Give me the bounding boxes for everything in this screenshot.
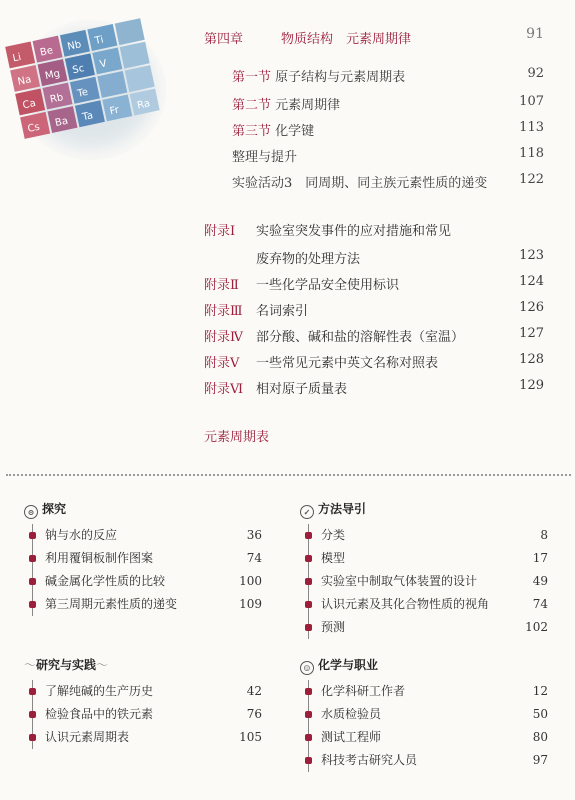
toc-appendix-entry[interactable] [204, 248, 544, 268]
svg-text:Ti: Ti [93, 34, 105, 47]
svg-text:Sc: Sc [71, 63, 86, 77]
page-number: 12 [532, 684, 548, 698]
svg-text:Li: Li [11, 51, 23, 65]
appendix-number: 附录Ⅳ [204, 330, 243, 345]
svg-text:Nb: Nb [66, 39, 83, 53]
page-number: 126 [519, 300, 544, 315]
career-panel-heading [300, 656, 378, 674]
toc-appendix-entry[interactable] [204, 326, 544, 346]
research-panel [24, 656, 262, 756]
explore-panel-heading [24, 500, 66, 518]
item-title: 认识元素及其化合物性质的视角 [321, 597, 490, 611]
toc-appendix-entry[interactable] [204, 378, 544, 398]
appendix-title: 废弃物的处理方法 [256, 252, 361, 267]
item-title: 科技考古研究人员 [321, 753, 418, 767]
method-panel-title: 方法导引 [318, 502, 367, 516]
section-title: 整理与提升 [232, 150, 298, 165]
appendix-title: 相对原子质量表 [256, 382, 348, 397]
page-number: 36 [246, 528, 262, 542]
list-item[interactable] [33, 570, 262, 593]
people-icon: ☺ [300, 661, 314, 675]
page-number: 97 [532, 753, 548, 767]
list-item[interactable] [33, 547, 262, 570]
section-title: 元素周期律 [275, 98, 341, 113]
list-item[interactable] [309, 524, 548, 547]
periodic-table-image [11, 20, 166, 160]
research-list [32, 680, 262, 749]
list-item[interactable] [309, 703, 548, 726]
item-title: 分类 [321, 528, 346, 542]
list-item[interactable] [33, 680, 262, 703]
svg-text:Rb: Rb [49, 92, 65, 106]
career-list [308, 680, 548, 772]
page-number: 105 [239, 730, 262, 744]
wave-icon: 〜 [96, 658, 109, 672]
section-title: 实验活动3 同周期、同主族元素性质的递变 [232, 176, 488, 191]
toc-section-entry[interactable] [232, 94, 544, 114]
list-item[interactable] [33, 703, 262, 726]
section-number: 第二节 [232, 98, 272, 113]
appendix-title: 名词索引 [256, 304, 309, 319]
item-title: 化学科研工作者 [321, 684, 406, 698]
page-number: 118 [519, 146, 544, 161]
item-title: 检验食品中的铁元素 [45, 707, 154, 721]
career-panel-title: 化学与职业 [318, 658, 379, 672]
section-title: 化学键 [275, 124, 315, 139]
toc-appendix-entry[interactable] [204, 352, 544, 372]
list-item[interactable] [309, 593, 548, 616]
list-item[interactable] [33, 593, 262, 616]
appendix-number: 附录Ⅱ [204, 278, 239, 293]
chapter-title: 物质结构 元素周期律 [281, 32, 412, 47]
item-title: 利用覆铜板制作图案 [45, 551, 154, 565]
research-panel-heading [24, 656, 108, 674]
section-title: 原子结构与元素周期表 [275, 70, 406, 85]
item-title: 水质检验员 [321, 707, 382, 721]
svg-text:Cs: Cs [26, 121, 41, 135]
item-title: 实验室中制取气体装置的设计 [321, 574, 478, 588]
list-item[interactable] [309, 726, 548, 749]
page-number: 102 [525, 620, 548, 634]
item-title: 预测 [321, 620, 346, 634]
page-number: 113 [519, 120, 544, 135]
item-title: 了解纯碱的生产历史 [45, 684, 154, 698]
page-number: 122 [519, 172, 544, 187]
page-number: 50 [532, 707, 548, 721]
toc-section-entry[interactable] [232, 172, 544, 192]
list-item[interactable] [309, 570, 548, 593]
check-circle-icon: ✓ [300, 505, 314, 519]
appendix-number: 附录Ⅰ [204, 224, 236, 239]
method-panel-heading [300, 500, 366, 518]
item-title: 碱金属化学性质的比较 [45, 574, 166, 588]
svg-text:Be: Be [39, 45, 55, 59]
page-number: 74 [246, 551, 262, 565]
page-number: 129 [519, 378, 544, 393]
list-item[interactable] [33, 524, 262, 547]
page-number: 100 [239, 574, 262, 588]
career-panel [300, 656, 548, 781]
appendix-title: 一些常见元素中英文名称对照表 [256, 356, 439, 371]
toc-section-entry[interactable] [232, 146, 544, 166]
list-item[interactable] [309, 616, 548, 639]
toc-appendix-entry[interactable] [204, 220, 544, 240]
page-number: 76 [246, 707, 262, 721]
section-number: 第一节 [232, 70, 272, 85]
explore-panel-title: 探究 [42, 502, 67, 516]
page-number: 80 [532, 730, 548, 744]
page-number: 92 [527, 66, 544, 81]
svg-text:Ta: Ta [81, 110, 95, 124]
list-item[interactable] [309, 547, 548, 570]
page-number: 128 [519, 352, 544, 367]
page-number: 107 [519, 94, 544, 109]
item-title: 模型 [321, 551, 346, 565]
list-item[interactable] [309, 680, 548, 703]
appendix-title: 部分酸、碱和盐的溶解性表（室温） [256, 330, 465, 345]
research-panel-title: 研究与实践 [36, 658, 97, 672]
item-title: 测试工程师 [321, 730, 382, 744]
periodic-table-link[interactable]: 元素周期表 [204, 430, 270, 445]
svg-text:Ca: Ca [21, 97, 37, 112]
page-number: 42 [246, 684, 262, 698]
method-list [308, 524, 548, 639]
svg-text:Ra: Ra [136, 98, 152, 112]
page-number: 8 [540, 528, 548, 542]
appendix-number: 附录Ⅴ [204, 356, 240, 371]
list-item[interactable] [33, 726, 262, 749]
svg-text:Te: Te [76, 86, 90, 100]
svg-text:Ba: Ba [54, 115, 70, 130]
toc-section-entry[interactable] [232, 120, 544, 140]
svg-text:V: V [98, 58, 108, 71]
chapter-heading[interactable] [204, 28, 544, 50]
toc-section-entry[interactable] [232, 66, 544, 86]
page-number: 17 [532, 551, 548, 565]
appendix-title: 实验室突发事件的应对措施和常见 [256, 224, 452, 239]
svg-text:Mg: Mg [44, 68, 62, 83]
item-title: 第三周期元素性质的递变 [45, 597, 178, 611]
page-number: 127 [519, 326, 544, 341]
appendix-title: 一些化学品安全使用标识 [256, 278, 400, 293]
appendix-number: 附录Ⅵ [204, 382, 244, 397]
section-number: 第三节 [232, 124, 272, 139]
explore-panel [24, 500, 262, 620]
magnifier-icon: ⊙ [24, 505, 38, 519]
method-panel [300, 500, 548, 640]
svg-text:Na: Na [16, 74, 33, 88]
page-number: 74 [532, 597, 548, 611]
item-title: 认识元素周期表 [45, 730, 130, 744]
page-number: 124 [519, 274, 544, 289]
toc-appendix-entry[interactable] [204, 274, 544, 294]
svg-text:Fr: Fr [108, 104, 121, 118]
item-title: 钠与水的反应 [45, 528, 118, 542]
list-item[interactable] [309, 749, 548, 772]
section-divider [6, 474, 571, 476]
toc-appendix-entry[interactable] [204, 300, 544, 320]
page-number: 49 [532, 574, 548, 588]
page-number: 123 [519, 248, 544, 263]
explore-list [32, 524, 262, 616]
wave-icon: 〜 [24, 658, 37, 672]
chapter-page: 91 [526, 26, 544, 42]
appendix-number: 附录Ⅲ [204, 304, 243, 319]
periodic-table-graphic [11, 20, 166, 160]
chapter-number: 第四章 [204, 32, 244, 47]
page-number: 109 [239, 597, 262, 611]
